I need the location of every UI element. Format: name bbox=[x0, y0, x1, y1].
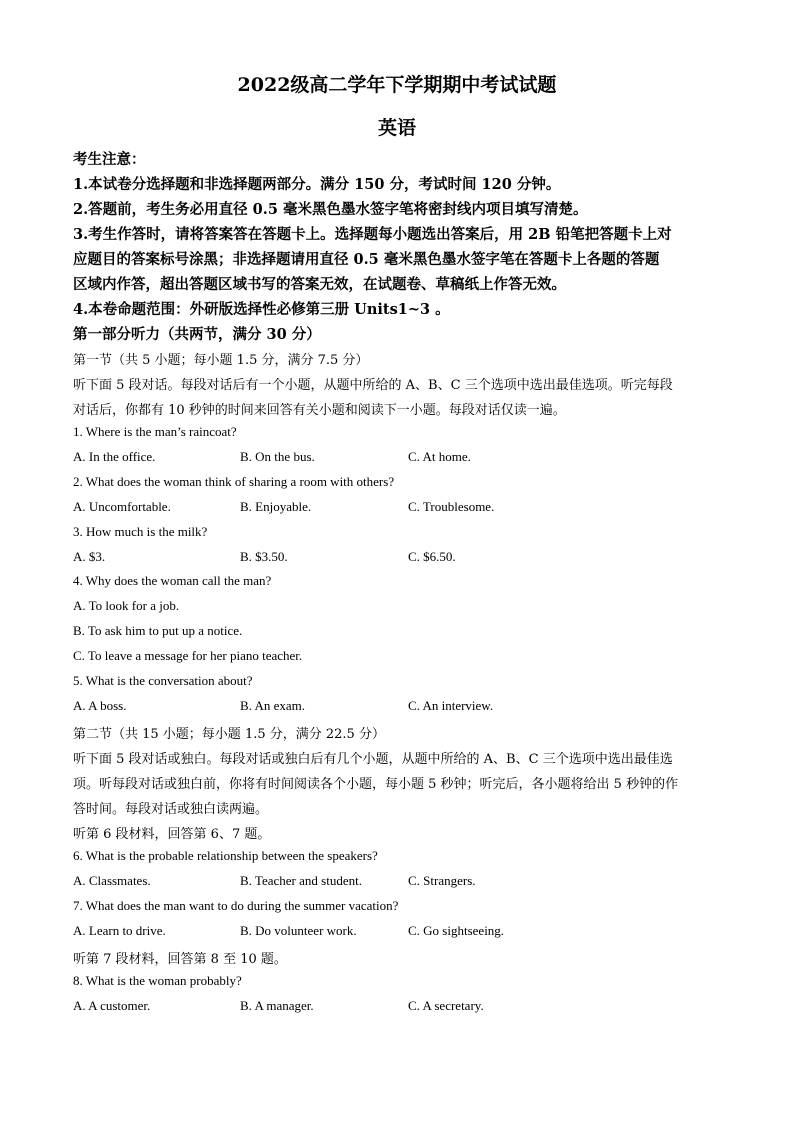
option-b: B. Enjoyable. bbox=[240, 499, 312, 514]
notice-item: 1.本试卷分选择题和非选择题两部分。满分 150 分，考试时间 120 分钟。 bbox=[73, 176, 561, 193]
option-a: A. A boss. bbox=[73, 698, 127, 713]
option-a: A. In the office. bbox=[73, 449, 156, 464]
section2-instructions: 项。听每段对话或独白前，你将有时间阅读各个小题，每小题 5 秒钟；听完后，各小题将给出 5 秒钟的作 bbox=[73, 777, 679, 792]
section1-instructions: 对话后，你都有 10 秒钟的时间来回答有关小题和阅读下一小题。每段对话仅读一遍。 bbox=[73, 403, 566, 418]
question-5: 5. What is the conversation about? bbox=[73, 673, 253, 688]
section1-instructions: 听下面 5 段对话。每段对话后有一个小题，从题中所给的 A、B、C 三个选项中选出最佳选项。听完每段 bbox=[73, 378, 673, 393]
notice-item: 2.答题前，考生务必用直径 0.5 毫米黑色墨水签字笔将密封线内项目填写清楚。 bbox=[73, 201, 588, 218]
question-1: 1. Where is the man’s raincoat? bbox=[73, 424, 237, 439]
part1-heading: 第一部分听力（共两节，满分 30 分） bbox=[73, 326, 321, 343]
option-b: B. An exam. bbox=[240, 698, 305, 713]
notice-item: 应题目的答案标号涂黑；非选择题请用直径 0.5 毫米黑色墨水签字笔在答题卡上各题的答题 bbox=[73, 251, 660, 268]
exam-title: 2022级高二学年下学期期中考试试题 bbox=[237, 74, 557, 96]
option-b: B. Teacher and student. bbox=[240, 873, 362, 888]
question-7: 7. What does the man want to do during the summer vacation? bbox=[73, 898, 399, 913]
option-c: C. Go sightseeing. bbox=[408, 923, 505, 938]
option-a: A. A customer. bbox=[73, 998, 151, 1013]
option-a: A. Uncomfortable. bbox=[73, 499, 171, 514]
notice-item: 3.考生作答时，请将答案答在答题卡上。选择题每小题选出答案后，用 2B 铅笔把答题卡上对 bbox=[73, 226, 672, 243]
option-c: C. Strangers. bbox=[408, 873, 476, 888]
option-a: A. Classmates. bbox=[73, 873, 151, 888]
option-c: C. $6.50. bbox=[408, 549, 456, 564]
question-4: 4. Why does the woman call the man? bbox=[73, 573, 272, 588]
material-6-note: 听第 6 段材料，回答第 6、7 题。 bbox=[73, 827, 271, 842]
section2-instructions: 听下面 5 段对话或独白。每段对话或独白后有几个小题，从题中所给的 A、B、C 三个选项中选出最佳选 bbox=[73, 752, 673, 767]
material-7-note: 听第 7 段材料，回答第 8 至 10 题。 bbox=[73, 952, 287, 967]
question-6: 6. What is the probable relationship between the speakers? bbox=[73, 848, 378, 863]
option-a: A. $3. bbox=[73, 549, 106, 564]
notice-item: 4.本卷命题范围：外研版选择性必修第三册 Units1~3 。 bbox=[73, 301, 450, 318]
notice-heading: 考生注意： bbox=[73, 151, 146, 168]
option-a: A. To look for a job. bbox=[73, 598, 180, 613]
option-c: C. A secretary. bbox=[408, 998, 484, 1013]
option-c: C. To leave a message for her piano teacher. bbox=[73, 648, 303, 663]
notice-item: 区域内作答，超出答题区域书写的答案无效，在试题卷、草稿纸上作答无效。 bbox=[73, 276, 566, 293]
option-c: C. At home. bbox=[408, 449, 471, 464]
option-a: A. Learn to drive. bbox=[73, 923, 166, 938]
option-b: B. On the bus. bbox=[240, 449, 315, 464]
option-c: C. An interview. bbox=[408, 698, 494, 713]
option-c: C. Troublesome. bbox=[408, 499, 495, 514]
section2-instructions: 答时间。每段对话或独白读两遍。 bbox=[73, 802, 269, 817]
question-2: 2. What does the woman think of sharing a room with others? bbox=[73, 474, 395, 489]
option-b: B. A manager. bbox=[240, 998, 314, 1013]
subject-title: 英语 bbox=[377, 117, 416, 139]
option-b: B. Do volunteer work. bbox=[240, 923, 357, 938]
option-b: B. $3.50. bbox=[240, 549, 288, 564]
option-b: B. To ask him to put up a notice. bbox=[73, 623, 243, 638]
question-8: 8. What is the woman probably? bbox=[73, 973, 242, 988]
section2-heading: 第二节（共 15 小题；每小题 1.5 分，满分 22.5 分） bbox=[73, 727, 385, 742]
question-3: 3. How much is the milk? bbox=[73, 524, 208, 539]
section1-heading: 第一节（共 5 小题；每小题 1.5 分，满分 7.5 分） bbox=[73, 353, 369, 368]
